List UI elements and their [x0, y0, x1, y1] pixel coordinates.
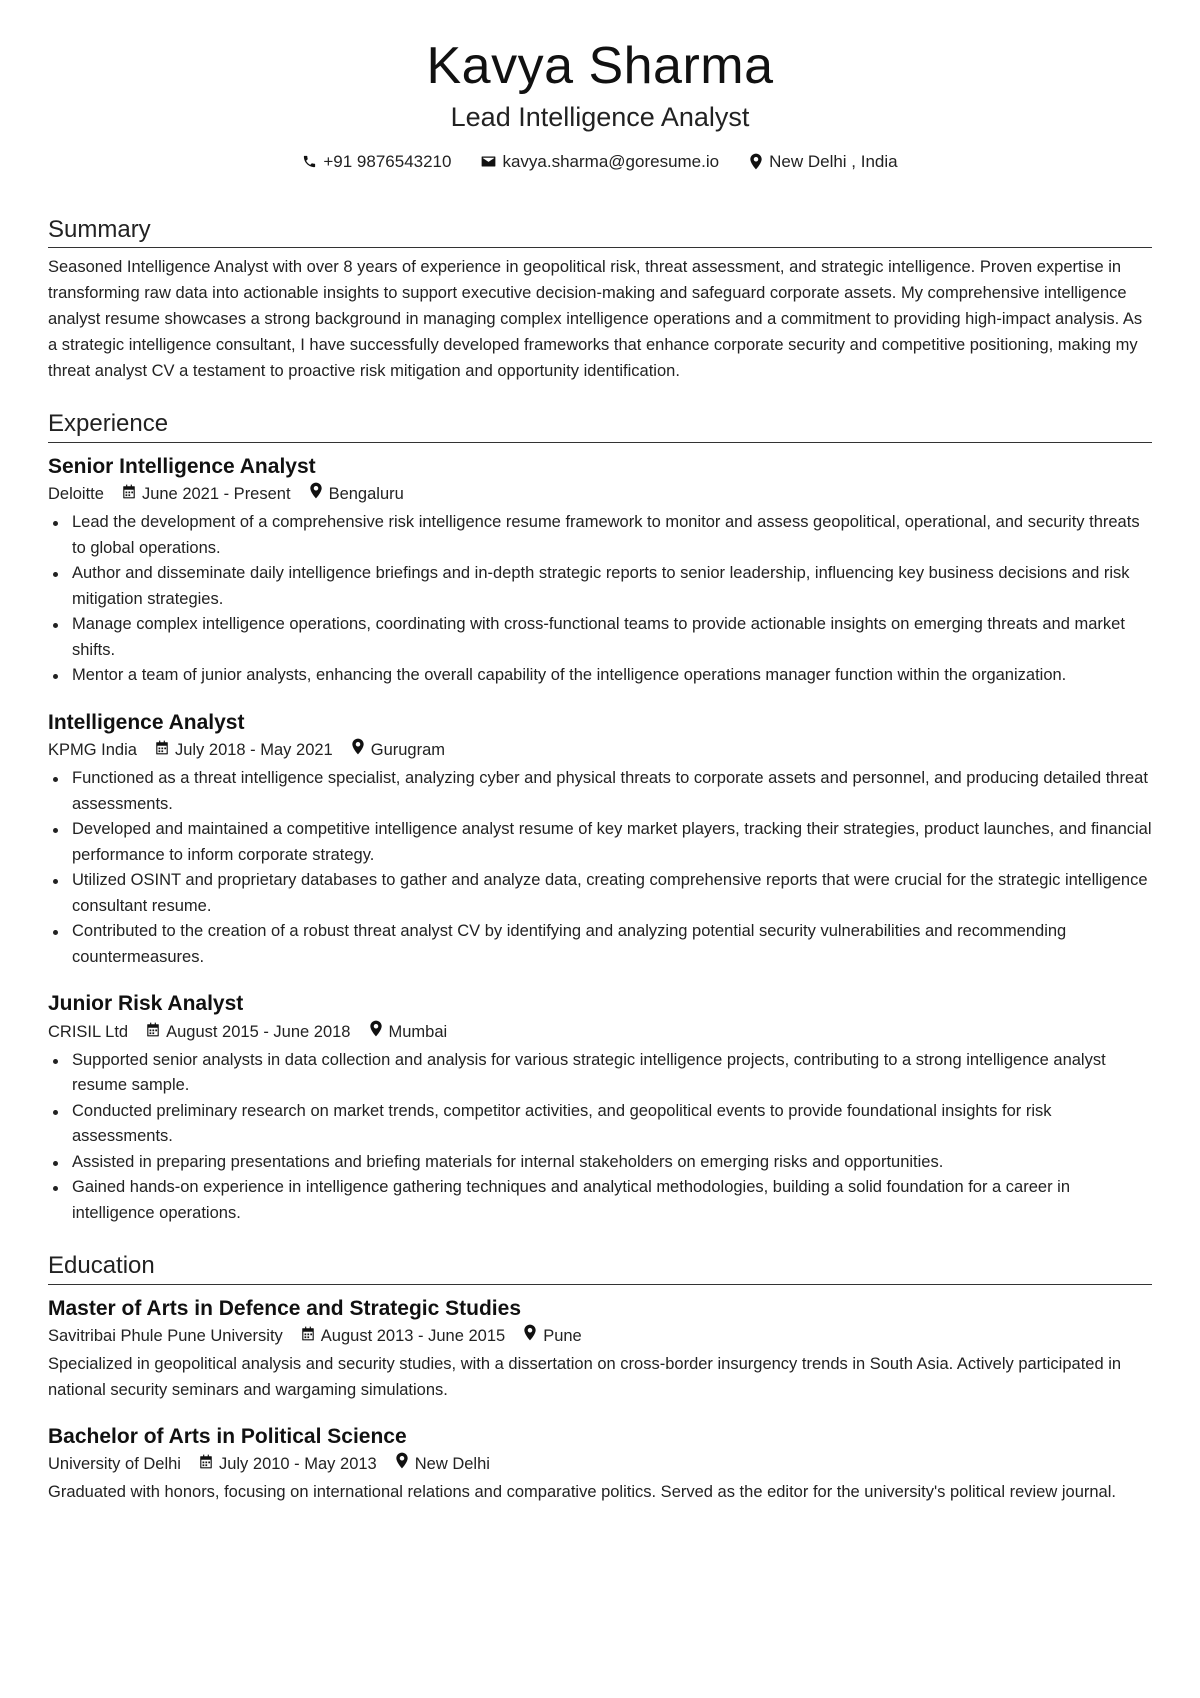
degree-dates — [199, 1452, 377, 1476]
degree-location — [523, 1324, 582, 1348]
section-heading-experience: Experience — [48, 410, 1152, 443]
list-item: Supported senior analysts in data collection and analysis for various strategic intelligence projects, contributing to a strong intelligence analyst resume sample. — [48, 1048, 1152, 1099]
list-item: Manage complex intelligence operations, coordinating with cross-functional teams to provide actionable insights on emerging threats and market shifts. — [48, 612, 1152, 663]
map-pin-icon — [749, 153, 763, 170]
education-entry — [48, 1295, 1152, 1403]
candidate-title: Lead Intelligence Analyst — [450, 102, 750, 133]
map-pin-icon — [523, 1324, 537, 1348]
contact-info — [48, 152, 1152, 172]
degree-dates-text: July 2010 - May 2013 — [218, 1455, 377, 1474]
list-item: Mentor a team of junior analysts, enhancing the overall capability of the intelligence operations manager function within the organization. — [48, 663, 1152, 689]
job-dates — [155, 738, 333, 762]
list-item: Gained hands-on experience in intelligence gathering techniques and analytical methodologies, building a solid foundation for a career in intelligence operations. — [48, 1175, 1152, 1226]
list-item: Contributed to the creation of a robust threat analyst CV by identifying and analyzing potential security vulnerabilities and recommending countermeasures. — [48, 919, 1152, 970]
job-location — [309, 482, 404, 506]
section-heading-summary: Summary — [48, 216, 1152, 249]
job-company: CRISIL Ltd — [48, 1022, 129, 1041]
job-meta — [48, 738, 1152, 762]
envelope-icon — [481, 155, 496, 168]
calendar-icon — [301, 1324, 315, 1348]
degree-description: Specialized in geopolitical analysis and security studies, with a dissertation on cross-border insurgency trends in South Asia. Actively participated in national security seminars and wargaming simulations. — [48, 1355, 1122, 1399]
job-dates — [146, 1020, 350, 1044]
job-location-text: Bengaluru — [328, 485, 404, 504]
job-bullets — [48, 766, 1152, 970]
degree-location — [395, 1452, 490, 1476]
degree-title: Bachelor of Arts in Political Science — [48, 1425, 407, 1449]
degree-location-text: Pune — [543, 1327, 582, 1346]
map-pin-icon — [395, 1452, 409, 1476]
job-dates-text: August 2015 - June 2018 — [166, 1022, 351, 1041]
section-heading-education: Education — [48, 1252, 1152, 1285]
job-bullets — [48, 1048, 1152, 1227]
experience-entry — [48, 990, 1152, 1226]
location-text: New Delhi , India — [769, 151, 898, 171]
school-name: Savitribai Phule Pune University — [48, 1327, 283, 1346]
degree-dates-text: August 2013 - June 2015 — [320, 1327, 506, 1346]
map-pin-icon — [369, 1020, 383, 1044]
summary-text: Seasoned Intelligence Analyst with over 8 years of experience in geopolitical risk, threat assessment, and strategic intelligence. Proven expertise in transforming raw data into actionable insights to support executive decision-making and safeguard corporate assets. My comprehensive intelligence analyst resume showcases a strong background in managing complex intelligence operations and a commitment to providing high-impact analysis. As a strategic intelligence consultant, I have successfully developed frameworks that enhance corporate security and competitive positioning, making my threat analyst CV a testament to proactive risk mitigation and opportunity identification. — [48, 258, 1143, 381]
education-section — [48, 1252, 1152, 1506]
degree-location-text: New Delhi — [414, 1455, 490, 1474]
phone-text: +91 9876543210 — [323, 151, 452, 171]
job-location-text: Mumbai — [388, 1022, 448, 1041]
calendar-icon — [122, 482, 136, 506]
degree-meta — [48, 1452, 1152, 1476]
list-item: Developed and maintained a competitive intelligence analyst resume of key market players, tracking their strategies, product launches, and financial performance to inform corporate strategy. — [48, 817, 1152, 868]
map-pin-icon — [351, 738, 365, 762]
candidate-name: Kavya Sharma — [426, 37, 774, 95]
list-item: Lead the development of a comprehensive risk intelligence resume framework to monitor and assess geopolitical, operational, and security threats to global operations. — [48, 510, 1152, 561]
job-dates-text: June 2021 - Present — [141, 485, 291, 504]
degree-title: Master of Arts in Defence and Strategic Studies — [48, 1296, 522, 1320]
list-item: Assisted in preparing presentations and briefing materials for internal stakeholders on emerging risks and opportunities. — [48, 1150, 1152, 1176]
job-meta — [48, 1020, 1152, 1044]
job-location — [369, 1020, 448, 1044]
job-dates-text: July 2018 - May 2021 — [174, 741, 333, 760]
list-item: Utilized OSINT and proprietary databases to gather and analyze data, creating comprehensive reports that were crucial for the strategic intelligence consultant resume. — [48, 868, 1152, 919]
resume-header — [48, 38, 1152, 172]
experience-section — [48, 410, 1152, 1226]
phone-icon — [302, 154, 317, 169]
experience-entry — [48, 709, 1152, 970]
map-pin-icon — [309, 482, 323, 506]
contact-location — [749, 152, 898, 172]
job-location — [351, 738, 445, 762]
job-meta — [48, 482, 1152, 506]
calendar-icon — [199, 1452, 213, 1476]
list-item: Author and disseminate daily intelligence briefings and in-depth strategic reports to senior leadership, influencing key business decisions and risk mitigation strategies. — [48, 561, 1152, 612]
job-location-text: Gurugram — [370, 741, 446, 760]
list-item: Functioned as a threat intelligence specialist, analyzing cyber and physical threats to corporate assets and personnel, and producing detailed threat assessments. — [48, 766, 1152, 817]
experience-entry — [48, 453, 1152, 689]
job-role: Junior Risk Analyst — [48, 992, 244, 1016]
summary-section — [48, 216, 1152, 385]
calendar-icon — [155, 738, 169, 762]
job-role: Intelligence Analyst — [48, 710, 245, 734]
calendar-icon — [146, 1020, 160, 1044]
contact-email[interactable] — [481, 152, 719, 172]
email-text[interactable]: kavya.sharma@goresume.io — [502, 151, 720, 171]
contact-phone — [302, 152, 451, 172]
job-company: KPMG India — [48, 741, 137, 760]
school-name: University of Delhi — [48, 1455, 181, 1474]
education-entry — [48, 1423, 1152, 1506]
job-bullets — [48, 510, 1152, 689]
degree-description: Graduated with honors, focusing on international relations and comparative politics. Served as the editor for the university's political review journal. — [48, 1483, 1116, 1502]
list-item: Conducted preliminary research on market trends, competitor activities, and geopolitical events to provide foundational insights for risk assessments. — [48, 1099, 1152, 1150]
job-role: Senior Intelligence Analyst — [48, 455, 316, 479]
job-company: Deloitte — [48, 485, 104, 504]
degree-meta — [48, 1324, 1152, 1348]
degree-dates — [301, 1324, 505, 1348]
job-dates — [122, 482, 291, 506]
